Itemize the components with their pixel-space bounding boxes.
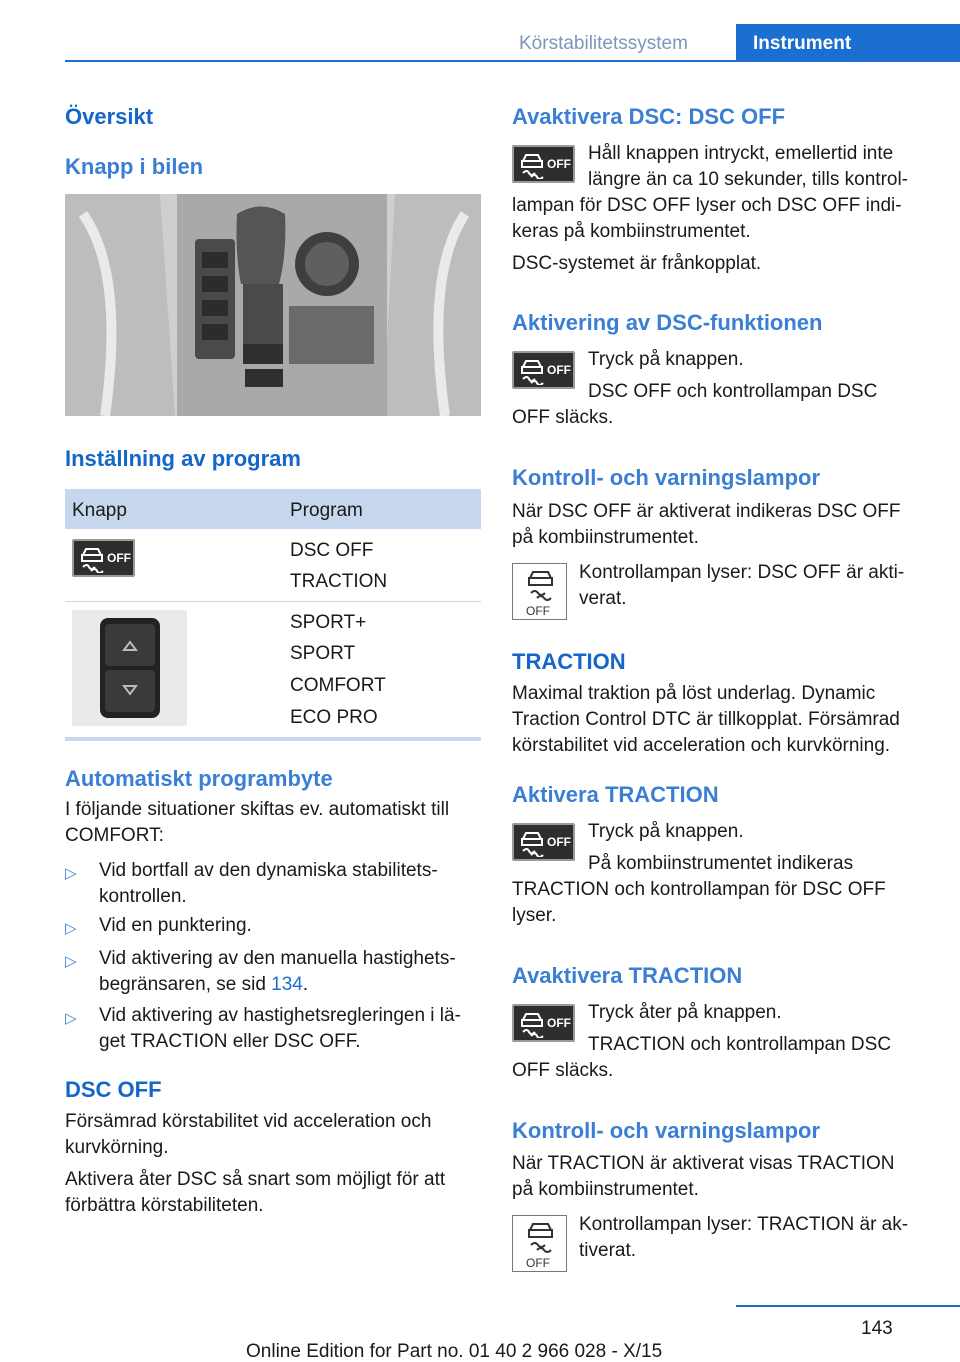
- auto-text-line-1: I följande situationer skiftas ev. automatiskt till: [65, 799, 450, 820]
- bullet-triangle-icon: ▷: [65, 865, 77, 882]
- lamps1-line-4: verat.: [579, 588, 627, 609]
- deact-dsc-line-4: keras på kombiinstrumentet.: [512, 221, 751, 242]
- deact-dsc-line-2: längre än ca 10 sekunder, tills kontrol-: [588, 169, 909, 190]
- lamps2-line-1: När TRACTION är aktiverat visas TRACTION: [512, 1153, 895, 1174]
- dsc-off-button-image: [512, 823, 575, 861]
- traction-line-1: Maximal traktion på löst underlag. Dynamic: [512, 683, 876, 704]
- lamps1-line-1: När DSC OFF är aktiverat indikeras DSC OFF: [512, 501, 901, 522]
- deact-tr-line-3: OFF släcks.: [512, 1060, 614, 1081]
- traction-line-2: Traction Control DTC är tillkopplat. Försämrad: [512, 709, 900, 730]
- bullet-1-line-2: kontrollen.: [99, 886, 187, 907]
- bullet-triangle-icon: ▷: [65, 920, 77, 937]
- lamps2-line-2: på kombiinstrumentet.: [512, 1179, 699, 1200]
- mode-rocker-icon: [72, 610, 187, 726]
- bullet-1-line-1: Vid bortfall av den dynamiska stabilitets-: [99, 860, 438, 881]
- act-tr-line-1: Tryck på knappen.: [588, 821, 744, 842]
- bullet-4-line-1: Vid aktivering av hastighetsregleringen i lä-: [99, 1005, 461, 1026]
- off-label: OFF: [547, 1016, 571, 1030]
- car-skid-icon: [519, 357, 545, 385]
- footer-rule: [736, 1305, 960, 1307]
- activate-dsc-heading: Aktivering av DSC-funktionen: [512, 310, 823, 335]
- traction-line-3: körstabilitet vid acceleration och kurvkörning.: [512, 735, 891, 756]
- lamps1-line-3: Kontrollampan lyser: DSC OFF är akti-: [579, 562, 905, 583]
- auto-text-line-2: COMFORT:: [65, 825, 164, 846]
- lamps1-line-2: på kombiinstrumentet.: [512, 527, 699, 548]
- act-dsc-line-1: Tryck på knappen.: [588, 349, 744, 370]
- lamps2-line-4: tiverat.: [579, 1240, 637, 1261]
- activate-traction-heading: Aktivera TRACTION: [512, 782, 719, 807]
- deactivate-traction-heading: Avaktivera TRACTION: [512, 963, 743, 988]
- page-link-134[interactable]: 134: [271, 974, 303, 995]
- dsc-off-lamp-icon: [513, 564, 568, 621]
- center-console-photo: [65, 194, 481, 416]
- traction-heading: TRACTION: [512, 649, 626, 674]
- program-setting-heading: Inställning av program: [65, 446, 301, 471]
- dsc-off-p2-line-2: förbättra körstabiliteten.: [65, 1195, 264, 1216]
- deact-dsc-line-1: Håll knappen intryckt, emellertid inte: [588, 143, 894, 164]
- bullet-triangle-icon: ▷: [65, 1010, 77, 1027]
- indicator-lamps-heading: Kontroll- och varningslampor: [512, 465, 821, 490]
- dsc-off-lamp-icon: [513, 1216, 568, 1273]
- car-skid-icon: [519, 1010, 545, 1038]
- console-illustration: [65, 194, 481, 416]
- traction-indicator-lamp: [512, 1215, 567, 1272]
- bullet-4-line-2: get TRACTION eller DSC OFF.: [99, 1031, 361, 1052]
- driving-mode-switch-image: [72, 610, 187, 726]
- dsc-off-button-image: [72, 539, 135, 577]
- edition-note: Online Edition for Part no. 01 40 2 966 028 - X/15: [246, 1341, 663, 1362]
- indicator-lamps-heading-2: Kontroll- och varningslampor: [512, 1118, 821, 1143]
- dsc-off-button-image: [512, 145, 575, 183]
- car-skid-icon: [79, 545, 105, 573]
- deact-tr-line-2: TRACTION och kontrollampan DSC: [588, 1034, 892, 1055]
- overview-heading: Översikt: [65, 104, 154, 129]
- act-tr-line-4: lyser.: [512, 905, 557, 926]
- act-tr-line-3: TRACTION och kontrollampan för DSC OFF: [512, 879, 886, 900]
- table-row-divider: [65, 601, 481, 602]
- car-skid-icon: [519, 829, 545, 857]
- page-number: 143: [861, 1318, 893, 1339]
- dsc-off-p2-line-1: Aktivera åter DSC så snart som möjligt för att: [65, 1169, 446, 1190]
- table-col-button: Knapp: [72, 500, 127, 521]
- dsc-off-indicator-lamp: [512, 563, 567, 620]
- program-traction: TRACTION: [290, 571, 388, 592]
- deactivate-dsc-heading: Avaktivera DSC: DSC OFF: [512, 104, 786, 129]
- bullet-2-line-1: Vid en punktering.: [99, 915, 252, 936]
- bullet-3-text: begränsaren, se sid: [99, 974, 272, 995]
- off-label: OFF: [547, 363, 571, 377]
- lamps2-line-3: Kontrollampan lyser: TRACTION är ak-: [579, 1214, 909, 1235]
- dsc-off-p1-line-2: kurvkörning.: [65, 1137, 169, 1158]
- button-in-car-heading: Knapp i bilen: [65, 154, 204, 179]
- deact-dsc-p2: DSC-systemet är frånkopplat.: [512, 253, 762, 274]
- program-table-header: [65, 489, 481, 529]
- bullet-3-line-1: Vid aktivering av den manuella hastighets-: [99, 948, 456, 969]
- header-chapter-tab: Instrument: [736, 24, 960, 61]
- off-label: OFF: [547, 835, 571, 849]
- lamp-off-text: OFF: [526, 1256, 550, 1270]
- off-label: OFF: [107, 551, 131, 565]
- header-section-title: Körstabilitetssystem: [519, 33, 688, 54]
- table-end-rule: [65, 737, 481, 741]
- act-dsc-line-2: DSC OFF och kontrollampan DSC: [588, 381, 878, 402]
- program-dsc-off: DSC OFF: [290, 540, 374, 561]
- program-sport-plus: SPORT+: [290, 612, 367, 633]
- lamp-off-text: OFF: [526, 604, 550, 618]
- auto-program-change-heading: Automatiskt programbyte: [65, 766, 333, 791]
- bullet-3-period: .: [302, 974, 309, 995]
- dsc-off-heading: DSC OFF: [65, 1077, 162, 1102]
- dsc-off-p1-line-1: Försämrad körstabilitet vid acceleration och: [65, 1111, 432, 1132]
- act-tr-line-2: På kombiinstrumentet indikeras: [588, 853, 854, 874]
- program-comfort: COMFORT: [290, 675, 386, 696]
- dsc-off-button-image: [512, 351, 575, 389]
- program-eco-pro: ECO PRO: [290, 707, 378, 728]
- car-skid-icon: [519, 151, 545, 179]
- bullet-3-line-2: [99, 972, 308, 998]
- program-sport: SPORT: [290, 643, 356, 664]
- header-rule: [65, 60, 960, 62]
- bullet-triangle-icon: ▷: [65, 953, 77, 970]
- act-dsc-line-3: OFF släcks.: [512, 407, 614, 428]
- off-label: OFF: [547, 157, 571, 171]
- deact-dsc-line-3: lampan för DSC OFF lyser och DSC OFF indi-: [512, 195, 902, 216]
- deact-tr-line-1: Tryck åter på knappen.: [588, 1002, 782, 1023]
- dsc-off-button-image: [512, 1004, 575, 1042]
- table-col-program: Program: [290, 500, 363, 521]
